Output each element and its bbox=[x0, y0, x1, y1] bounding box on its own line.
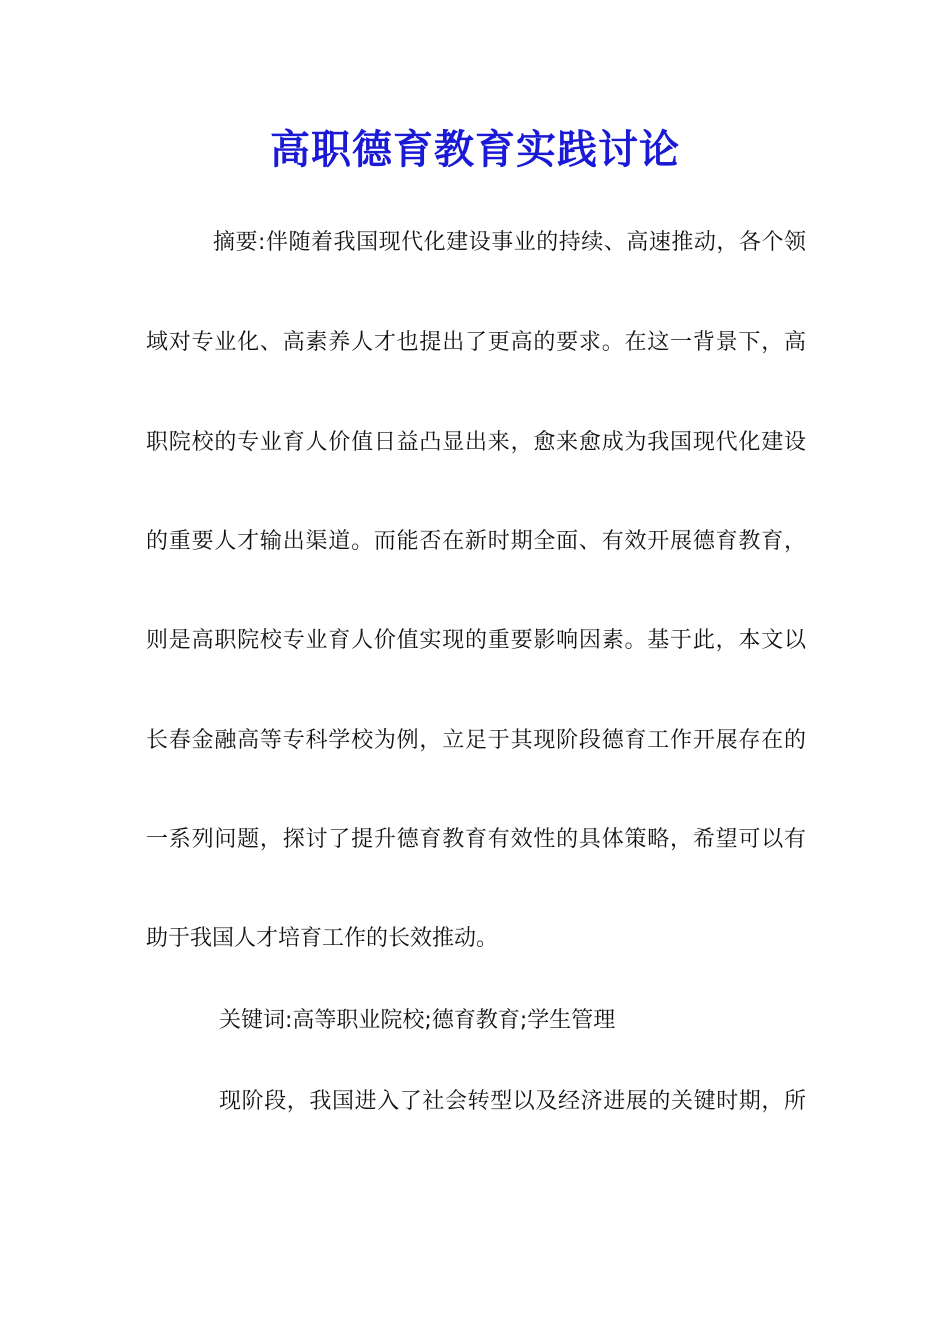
abstract-line: 摘要:伴随着我国现代化建设事业的持续、高速推动，各个领 bbox=[213, 230, 806, 255]
abstract-line: 长春金融高等专科学校为例，立足于其现阶段德育工作开展存在的 bbox=[146, 728, 806, 753]
abstract-line: 域对专业化、高素养人才也提出了更高的要求。在这一背景下，高 bbox=[146, 330, 806, 355]
keywords-line: 关键词:高等职业院校;德育教育;学生管理 bbox=[219, 1008, 616, 1033]
abstract-line: 职院校的专业育人价值日益凸显出来，愈来愈成为我国现代化建设 bbox=[146, 430, 806, 455]
abstract-line: 则是高职院校专业育人价值实现的重要影响因素。基于此，本文以 bbox=[146, 628, 806, 653]
document-title: 高职德育教育实践讨论 bbox=[270, 126, 680, 173]
body-paragraph-line: 现阶段，我国进入了社会转型以及经济进展的关键时期，所 bbox=[219, 1089, 806, 1114]
abstract-line: 一系列问题，探讨了提升德育教育有效性的具体策略，希望可以有 bbox=[146, 827, 806, 852]
abstract-line: 的重要人才输出渠道。而能否在新时期全面、有效开展德育教育， bbox=[146, 529, 806, 554]
abstract-line-last: 助于我国人才培育工作的长效推动。 bbox=[146, 926, 499, 951]
